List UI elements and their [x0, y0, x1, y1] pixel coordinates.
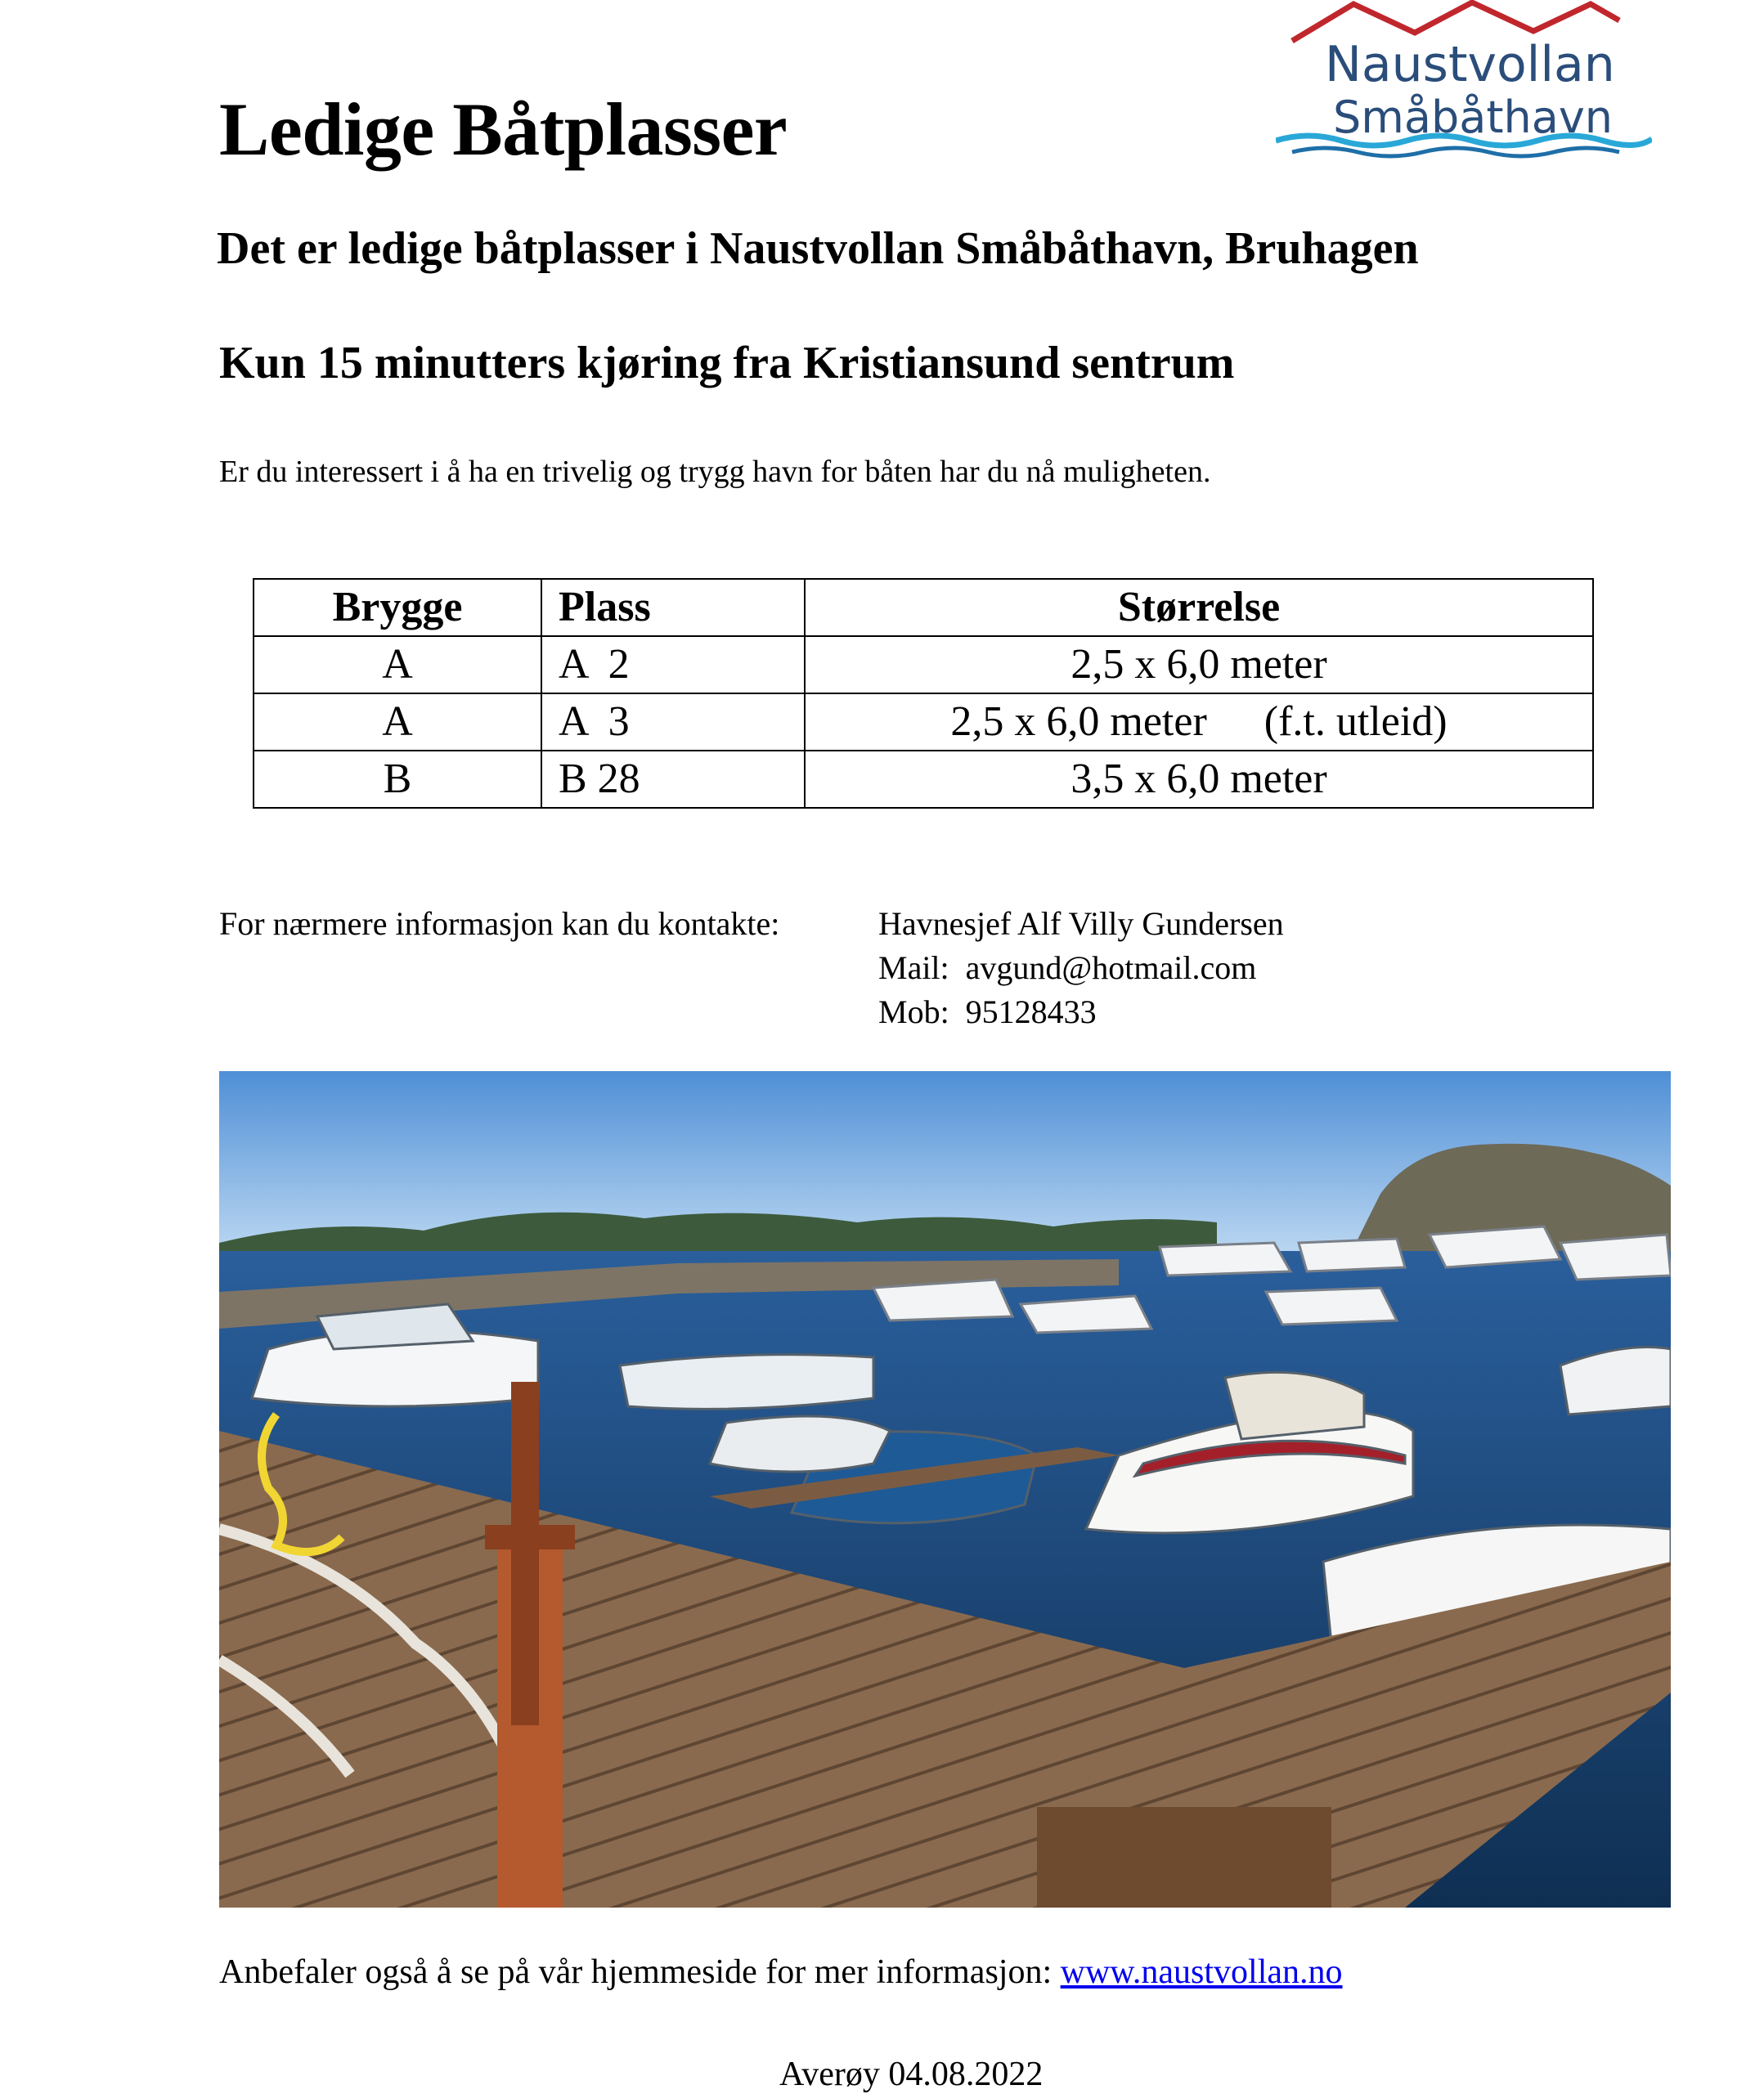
logo — [1276, 0, 1652, 164]
contact-mobile: Mob: 95128433 — [878, 993, 1097, 1030]
contact-mail: Mail: avgund@hotmail.com — [878, 949, 1257, 986]
footer-date: Averøy 04.08.2022 — [779, 2056, 1044, 2093]
size-value: 2,5 x 6,0 meter — [1071, 641, 1327, 688]
size-value: 3,5 x 6,0 meter — [1071, 756, 1327, 802]
cell-brygge: A — [254, 636, 541, 693]
cell-plass: B 28 — [541, 751, 805, 808]
available-spots-table — [253, 578, 1594, 809]
contact-details — [878, 902, 1284, 1034]
page-title: Ledige Båtplasser — [219, 87, 788, 171]
size-value: 2,5 x 6,0 meter — [950, 698, 1207, 745]
harbour-photo-illustration — [219, 1071, 1671, 1908]
harbour-photo — [219, 1071, 1671, 1908]
header-plass: Plass — [541, 579, 805, 636]
cell-plass: A 2 — [541, 636, 805, 693]
website-link[interactable]: www.naustvollan.no — [1060, 1953, 1343, 1991]
logo-wave-2 — [1292, 148, 1619, 156]
cell-storrelse — [805, 751, 1593, 808]
table-row — [254, 693, 1593, 751]
cell-plass: A 3 — [541, 693, 805, 751]
subtitle-distance: Kun 15 minutters kjøring fra Kristiansund sentrum — [219, 338, 1235, 388]
foreground-bench — [1037, 1807, 1331, 1908]
cell-brygge: A — [254, 693, 541, 751]
table-row — [254, 751, 1593, 808]
footer-text: Anbefaler også å se på vår hjemmeside for mer informasjon: — [219, 1953, 1061, 1991]
contact-name: Havnesjef Alf Villy Gundersen — [878, 905, 1284, 942]
cell-brygge: B — [254, 751, 541, 808]
header-brygge: Brygge — [254, 579, 541, 636]
logo-text-line1: Naustvollan — [1325, 36, 1615, 93]
mooring-pole — [511, 1382, 539, 1725]
table-row — [254, 636, 1593, 693]
intro-text: Er du interessert i å ha en trivelig og trygg havn for båten har du nå muligheten. — [219, 455, 1211, 489]
footer-website-line — [219, 1953, 1343, 1992]
logo-text-line2: Småbåthavn — [1333, 92, 1614, 143]
cell-storrelse — [805, 636, 1593, 693]
logo-roof — [1292, 2, 1619, 41]
rented-note: (f.t. utleid) — [1264, 698, 1448, 745]
contact-label: For nærmere informasjon kan du kontakte: — [219, 905, 780, 942]
cell-storrelse — [805, 693, 1593, 751]
subtitle-marina: Det er ledige båtplasser i Naustvollan Småbåthavn, Bruhagen — [217, 223, 1419, 274]
table-header-row — [254, 579, 1593, 636]
header-storrelse: Størrelse — [805, 579, 1593, 636]
